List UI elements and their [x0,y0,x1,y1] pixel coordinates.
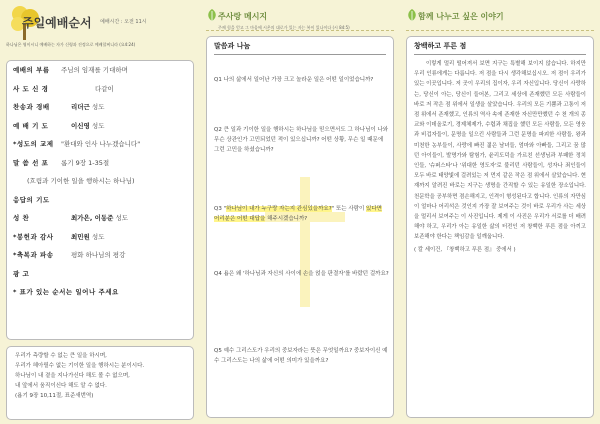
scripture-line: 내 앞에서 움직이신다 해도 알 수 없다. [15,383,107,389]
order-row: 예배의 부름 주님의 임재를 기대하며 [13,66,128,74]
order-footnote: * 표가 있는 순서는 일어나 주세요 [13,288,119,296]
order-of-service [6,60,194,340]
service-time: 예배시간 : 오전 11시 [100,19,147,25]
order-row: 말 씀 선 포 롬기 9장 1-35절 [13,158,110,167]
essay-box [406,36,594,418]
story-panel [400,0,600,424]
page-title: 주일예배순서 [22,16,92,30]
order-row: 찬송과 경배 리더근 성도 [13,103,105,111]
order-row: 응답의 기도 [13,195,50,204]
worship-order-panel [0,0,200,424]
question: Q4 욥은 왜 '하나님과 자신의 사이에 손을 얹을 판결자'를 바랐던 걸까요? [214,271,389,277]
scripture-reference: (욥기 9장 10,11절, 표준새번역) [15,393,94,399]
order-row: 광 고 [13,269,30,278]
discussion-box [206,36,394,418]
cross-watermark [300,177,310,307]
motto-verse: 하나님은 영이시니 예배하는 자가 신령과 진정으로 예배할찌니라 (요4:24) [6,42,136,47]
order-row: 사 도 신 경 다같이 [13,84,114,93]
essay-citation: ( 칼 세이건, 『창백하고 푸른 점』 중에서 ) [414,246,516,253]
divider [406,30,594,31]
message-panel [200,0,400,424]
order-row: (흐림과 기이한 일을 행하시는 하나님) [27,177,135,185]
leaf-icon [206,8,218,22]
panel-title: 주사랑 메시지 [218,12,268,21]
scripture-box [6,346,194,420]
order-row: 예 배 기 도 이신영 성도 [13,121,105,130]
order-row: *봉헌과 감사 최민원 성도 [13,232,105,241]
question: Q3 "하나님이 내가 누구랑 자는지 관심있을까요?" 또는 사람이 있다면 어리분은 어떤 대답을 해주시겠습니까? [214,206,382,222]
leaf-icon [406,8,418,22]
order-row: 성 찬 최가은, 이동준 성도 [13,214,129,222]
question: Q5 예수 그리스도가 우리의 중보자라는 뜻은 무엇일까요? 중보자이신 예수 그리스도는 나의 삶에 어떤 의미가 있을까요? [214,348,388,364]
essay-text: 이렇게 멀리 떨어져서 보면 지구는 특별해 보이지 않습니다. 하지만 우리 인류에게는 다릅니다. 저 점을 다시 생각해보십시오. 저 점이 우리가 있는 이곳입니다. 저 곳이 우리의 집이자, 우리 자신입니다. 당신이 사랑하는, 당신이 아는, 당신이 들어본, 그리고 세상에 존재했던 모든 사람들이 바로 저 작은 점 위에서 일생을 살았습니다. 우리의 모든 기쁨과 고통이 저 점 위에서 존재했고, 인류의 역사 속에 존재한 자신만만했던 수 천 개의 종교와 이데올로기, 경제체제가, 수렵과 채집을 했던 모든 사람들, 모든 영웅과 비겁자들이, 문명을 일으킨 사람들과 그런 문명을 파괴한 사람들, 왕과 미천한 농부들이, 사랑에 빠진 젊은 남녀들, 엄마와 아빠들, 그리고 꿈 많던 아이들이, 발명가와 탐험가, 윤리도덕을 가르친 선생님과 부패한 정치인들, '슈퍼스타'나 '위대한 영도자'로 불리던 사람들이, 성자나 죄인들이 모두 바로 태양빛에 걸려있는 저 먼지 같은 작은 점 위에서 살았습니다. 현재까지 알려진 바로는 지구는 생명을 간직할 수 있는 유일한 장소입니다. 천문학을 공부하면 겸손해지고, 인격이 형성된다고 합니다. 인류의 자만심이 얼마나 어리석은 것인지 가장 잘 보여주는 것이 바로 우리가 사는 세상을 멀리서 보여주는 이 사진입니다. 제게 이 사진은 우리가 서로를 더 배려해야 하고, 우리가 아는 유일한 삶의 터전인 저 창백한 푸른 점을 아끼고 보존해야 한다는 책임감을 일깨웁니다. [414,61,586,241]
order-row: *성도의 교제 "환대와 인사 나누겠습니다" [13,140,141,148]
divider [206,30,394,31]
panel-title: 함께 나누고 싶은 이야기 [418,12,504,21]
section-title: 말씀과 나눔 [214,41,386,55]
scripture-line: 하나님이 내 곁을 지나가신다 해도 볼 수 없으며, [15,373,130,379]
essay-title: 창백하고 푸른 점 [414,41,586,55]
order-row: *축복과 파송 평화 하나님의 평강 [13,251,126,259]
scripture-line: 우리가 측량할 수 없는 큰 일을 하시며, [15,353,107,359]
scripture-line: 우리가 헤아릴수 없는 기이한 일을 행하시는 분이시다. [15,363,145,369]
question: Q1 나의 삶에서 일어난 가장 크고 놀라운 일은 어떤 일이었습니까? [214,77,374,83]
panel-subtitle: 주께 힘을 얻고 그 마음에 시온의 대로가 있는 자는 복이 있나이다 (시 84:5) [218,25,350,30]
question: Q2 큰 일과 기이한 일을 행하시는 하나님을 믿으면서도 그 하나님이 나와 무슨 상관인가 고민되었던 적이 있으십니까? 어떤 상황, 무슨 일 때문에 그런 고민을 하셨습니까? [214,127,389,153]
